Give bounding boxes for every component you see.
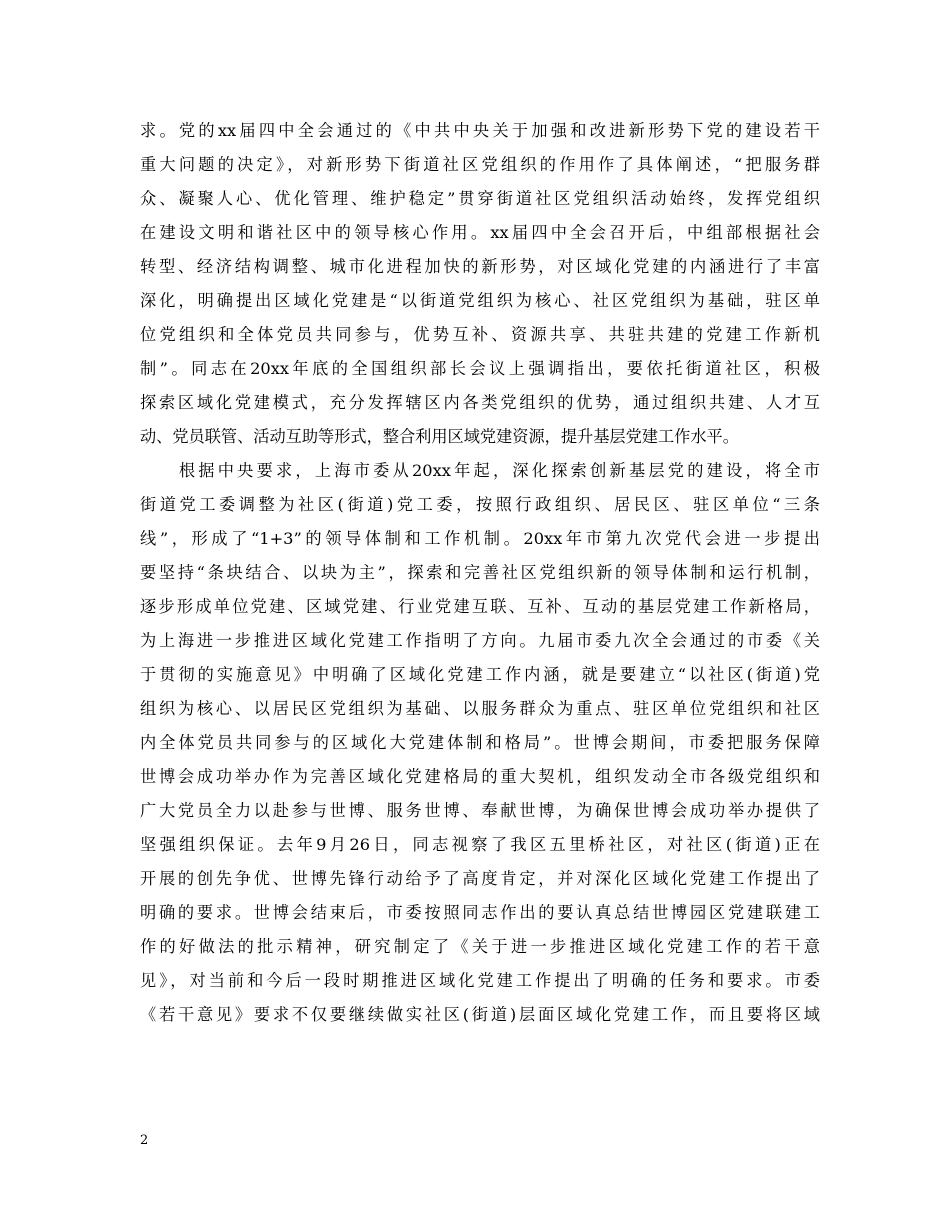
text-line: 组织为核心、以居民区党组织为基础、以服务群众为重点、驻区单位党组织和社区 bbox=[140, 699, 820, 718]
text-line: 《若干意见》要求不仅要继续做实社区(街道)层面区域化党建工作，而且要将区域 bbox=[140, 1005, 820, 1024]
text-line: 位党组织和全体党员共同参与，优势互补、资源共享、共驻共建的党建工作新机 bbox=[140, 325, 820, 344]
text-line: 制”。同志在20xx年底的全国组织部长会议上强调指出，要依托街道社区，积极 bbox=[140, 359, 820, 378]
text-line: 线”，形成了“1+3”的领导体制和工作机制。20xx年市第九次党代会进一步提出 bbox=[140, 529, 820, 548]
paragraph-1 bbox=[140, 114, 820, 454]
text-line: 转型、经济结构调整、城市化进程加快的新形势，对区域化党建的内涵进行了丰富 bbox=[140, 257, 820, 276]
text-line: 为上海进一步推进区域化党建工作指明了方向。九届市委九次全会通过的市委《关 bbox=[140, 631, 820, 650]
page-number: 2 bbox=[140, 1133, 149, 1148]
text-line: 要坚持“条块结合、以块为主”，探索和完善社区党组织新的领导体制和运行机制， bbox=[140, 563, 820, 582]
text-line: 在建设文明和谐社区中的领导核心作用。xx届四中全会召开后，中组部根据社会 bbox=[140, 223, 820, 242]
text-line: 于贯彻的实施意见》中明确了区域化党建工作内涵，就是要建立“以社区(街道)党 bbox=[140, 665, 820, 684]
document-body bbox=[140, 114, 820, 1032]
text-line: 开展的创先争优、世博先锋行动给予了高度肯定，并对深化区域化党建工作提出了 bbox=[140, 869, 820, 888]
text-line: 众、凝聚人心、优化管理、维护稳定”贯穿街道社区党组织活动始终，发挥党组织 bbox=[140, 189, 820, 208]
text-line: 世博会成功举办作为完善区域化党建格局的重大契机，组织发动全市各级党组织和 bbox=[140, 767, 820, 786]
text-line: 深化，明确提出区域化党建是“以街道党组织为核心、社区党组织为基础，驻区单 bbox=[140, 291, 820, 310]
text-line: 探索区域化党建模式，充分发挥辖区内各类党组织的优势，通过组织共建、人才互 bbox=[140, 393, 820, 412]
text-line: 作的好做法的批示精神，研究制定了《关于进一步推进区域化党建工作的若干意 bbox=[140, 937, 820, 956]
text-line: 见》，对当前和今后一段时期推进区域化党建工作提出了明确的任务和要求。市委 bbox=[140, 971, 820, 990]
text-line: 逐步形成单位党建、区域党建、行业党建互联、互补、互动的基层党建工作新格局， bbox=[140, 597, 820, 616]
text-line: 动、党员联管、活动互助等形式，整合利用区域党建资源，提升基层党建工作水平。 bbox=[140, 427, 739, 446]
text-line: 广大党员全力以赴参与世博、服务世博、奉献世博，为确保世博会成功举办提供了 bbox=[140, 801, 820, 820]
text-line: 根据中央要求，上海市委从20xx年起，深化探索创新基层党的建设，将全市 bbox=[140, 461, 820, 480]
text-line: 求。党的xx届四中全会通过的《中共中央关于加强和改进新形势下党的建设若干 bbox=[140, 121, 820, 140]
text-line: 街道党工委调整为社区(街道)党工委，按照行政组织、居民区、驻区单位“三条 bbox=[140, 495, 820, 514]
text-line: 明确的要求。世博会结束后，市委按照同志作出的要认真总结世博园区党建联建工 bbox=[140, 903, 820, 922]
paragraph-2 bbox=[140, 454, 820, 1032]
text-line: 重大问题的决定》，对新形势下街道社区党组织的作用作了具体阐述，“把服务群 bbox=[140, 155, 820, 174]
text-line: 坚强组织保证。去年9月26日，同志视察了我区五里桥社区，对社区(街道)正在 bbox=[140, 835, 820, 854]
text-line: 内全体党员共同参与的区域化大党建体制和格局”。世博会期间，市委把服务保障 bbox=[140, 733, 820, 752]
